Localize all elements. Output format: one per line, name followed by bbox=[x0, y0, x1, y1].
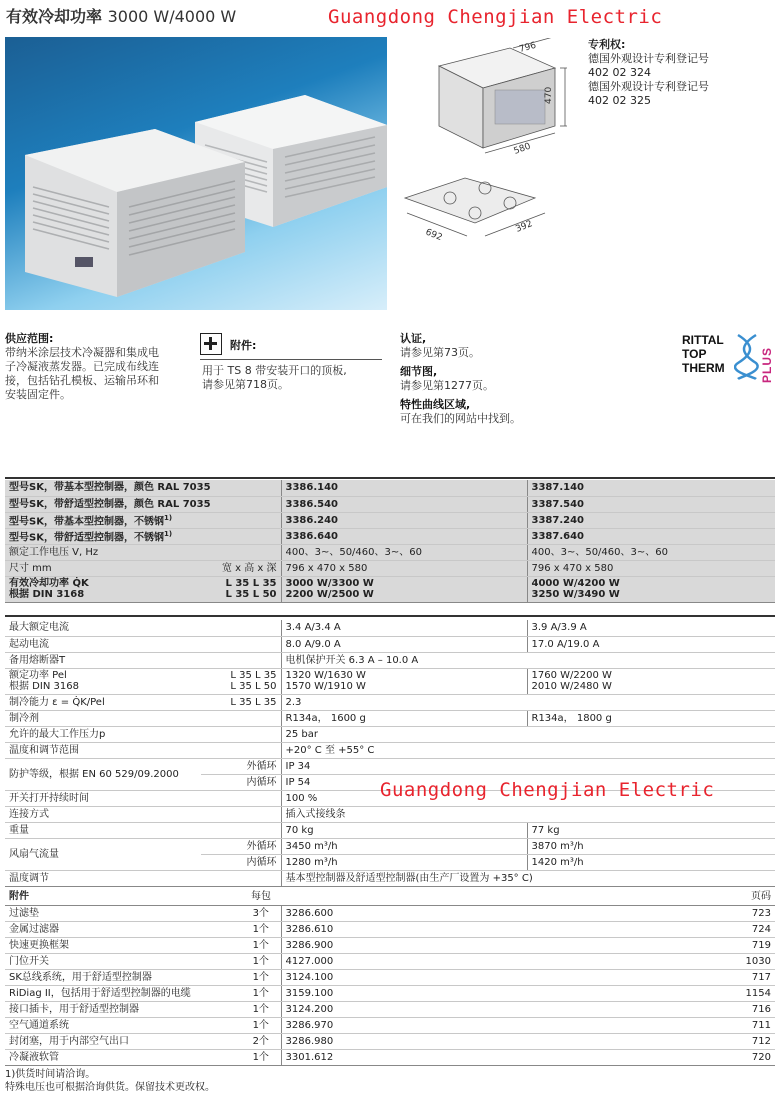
dim-width: 796 bbox=[518, 40, 538, 55]
table-row: 过滤垫 3个 3286.600 723 bbox=[5, 905, 775, 921]
table-row: 温度调节 基本型控制器及舒适型控制器(由生产厂设置为 +35° C) bbox=[5, 870, 775, 886]
table-mid-rule bbox=[5, 615, 775, 617]
footnote: 1)供货时间请洽询。 bbox=[5, 1069, 96, 1080]
accessory-title: 附件: bbox=[230, 339, 257, 352]
table-header: 附件 每包 页码 bbox=[5, 889, 775, 905]
patent-line: 德国外观设计专利登记号 bbox=[588, 52, 709, 65]
table-row: 风扇气流量 外循环 3450 m³/h 3870 m³/h bbox=[5, 838, 775, 854]
accessories-table bbox=[5, 889, 775, 1066]
table-row: 型号SK，带基本型控制器，颜色 RAL 7035 3386.140 3387.140 bbox=[5, 480, 775, 496]
table-row: 内循环 IP 54 bbox=[5, 774, 775, 790]
dna-icon bbox=[734, 333, 760, 381]
supply-line: 接，包括钻孔模板、运输吊环和 bbox=[5, 374, 159, 387]
table-row: 开关打开持续时间 100 % bbox=[5, 790, 775, 806]
dim-cutout-depth: 392 bbox=[514, 219, 535, 235]
accessory-text: 用于 TS 8 带安装开口的顶板, 请参见第718页。 bbox=[202, 364, 347, 391]
accessory-divider bbox=[200, 359, 382, 360]
watermark-top: Guangdong Chengjian Electric bbox=[328, 6, 663, 28]
cert-text: 请参见第73页。 bbox=[400, 346, 480, 359]
table-row: 连接方式 插入式接线条 bbox=[5, 806, 775, 822]
table-row: 尺寸 mm 宽 x 高 x 深 796 x 470 x 580 796 x 470 x 580 bbox=[5, 560, 775, 576]
dim-cutout-width: 692 bbox=[423, 227, 444, 244]
table-row: 内循环 1280 m³/h 1420 m³/h bbox=[5, 854, 775, 870]
supply-line: 安装固定件。 bbox=[5, 388, 71, 401]
footnote: 特殊电压也可根据洽询供货。保留技术更改权。 bbox=[5, 1082, 215, 1093]
table-row: 额定功率 Pel 根据 DIN 3168 L 35 L 35 L 35 L 50 1320 W/1630 W 1570 W/1910 W 1760 W/2200 W 2010 W/2480 W bbox=[5, 668, 775, 694]
spec-table-2 bbox=[5, 620, 775, 887]
page-title bbox=[6, 4, 236, 27]
table-row: SK总线系统，用于舒适型控制器 1个 3124.100 717 bbox=[5, 969, 775, 985]
supply-line: 子冷凝液蒸发器。已完成布线连 bbox=[5, 360, 159, 373]
table-row: 型号SK，带基本型控制器，不锈钢$^{1)}$ 3386.240 3387.240 bbox=[5, 512, 775, 528]
curve-title: 特性曲线区域, bbox=[400, 398, 471, 411]
spec-table bbox=[5, 480, 775, 603]
dim-height: 470 bbox=[544, 86, 554, 104]
detail-title: 细节图, bbox=[400, 365, 438, 378]
supply-line: 带纳米涂层技术冷凝器和集成电 bbox=[5, 346, 159, 359]
rittal-topthem-logo: RITTAL TOP THERM PLUS bbox=[682, 333, 774, 383]
table-row: 起动电流 8.0 A/9.0 A 17.0 A/19.0 A bbox=[5, 636, 775, 652]
table-row: 金属过滤器 1个 3286.610 724 bbox=[5, 921, 775, 937]
watermark-middle: Guangdong Chengjian Electric bbox=[380, 779, 715, 801]
patent-line: 德国外观设计专利登记号 bbox=[588, 80, 709, 93]
table-row: L 35 L 35 L 35 L 50 有效冷却功率 Q̇K 根据 DIN 3168 3000 W/3300 W 2200 W/2500 W 4000 W/4200 W 3250 W/3490 W bbox=[5, 576, 775, 602]
table-row: 冷凝液软管 1个 3301.612 720 bbox=[5, 1049, 775, 1065]
table-row: 制冷能力 ε = Q̇K/Pel L 35 L 35 2.3 bbox=[5, 694, 775, 710]
title-text: 有效冷却功率 bbox=[6, 7, 103, 26]
patent-title: 专利权: bbox=[588, 38, 626, 51]
footnotes bbox=[5, 1068, 215, 1094]
patent-line: 402 02 324 bbox=[588, 66, 651, 79]
product-photo bbox=[5, 37, 387, 310]
dim-depth: 580 bbox=[512, 141, 533, 157]
table-row: 允许的最大工作压力p 25 bar bbox=[5, 726, 775, 742]
table-row: 制冷剂 R134a， 1600 g R134a， 1800 g bbox=[5, 710, 775, 726]
curve-text: 可在我们的网站中找到。 bbox=[400, 412, 521, 425]
table-row: 门位开关 1个 4127.000 1030 bbox=[5, 953, 775, 969]
table-row: RiDiag II，包括用于舒适型控制器的电缆 1个 3159.100 1154 bbox=[5, 985, 775, 1001]
dimension-drawing bbox=[395, 38, 570, 253]
detail-text: 请参见第1277页。 bbox=[400, 379, 494, 392]
table-row: 接口插卡，用于舒适型控制器 1个 3124.200 716 bbox=[5, 1001, 775, 1017]
table-row: 封闭塞，用于内部空气出口 2个 3286.980 712 bbox=[5, 1033, 775, 1049]
table-row: 温度和调节范围 +20° C 至 +55° C bbox=[5, 742, 775, 758]
table-row: 备用熔断器T 电机保护开关 6.3 A – 10.0 A bbox=[5, 652, 775, 668]
table-row: 最大额定电流 3.4 A/3.4 A 3.9 A/3.9 A bbox=[5, 620, 775, 636]
table-row: 快速更换框架 1个 3286.900 719 bbox=[5, 937, 775, 953]
table-row: 空气通道系统 1个 3286.970 711 bbox=[5, 1017, 775, 1033]
title-power: 3000 W/4000 W bbox=[107, 7, 237, 26]
table-top-rule bbox=[5, 477, 775, 479]
table-row: 型号SK，带舒适型控制器，颜色 RAL 7035 3386.540 3387.540 bbox=[5, 496, 775, 512]
table-row: 重量 70 kg 77 kg bbox=[5, 822, 775, 838]
patent-info bbox=[588, 38, 709, 108]
plus-box-icon bbox=[200, 333, 222, 355]
certification-info bbox=[400, 332, 521, 426]
supply-scope bbox=[5, 332, 190, 402]
table-row: 额定工作电压 V, Hz 400、3~、50/460、3~、60 400、3~、50/460、3~、60 bbox=[5, 544, 775, 560]
table-row: 型号SK，带舒适型控制器，不锈钢$^{1)}$ 3386.640 3387.640 bbox=[5, 528, 775, 544]
product-photo-illustration bbox=[5, 37, 387, 310]
table-row: 防护等级，根据 EN 60 529/09.2000 外循环 IP 34 bbox=[5, 758, 775, 774]
cert-title: 认证, bbox=[400, 332, 427, 345]
patent-line: 402 02 325 bbox=[588, 94, 651, 107]
supply-title: 供应范围: bbox=[5, 332, 54, 345]
